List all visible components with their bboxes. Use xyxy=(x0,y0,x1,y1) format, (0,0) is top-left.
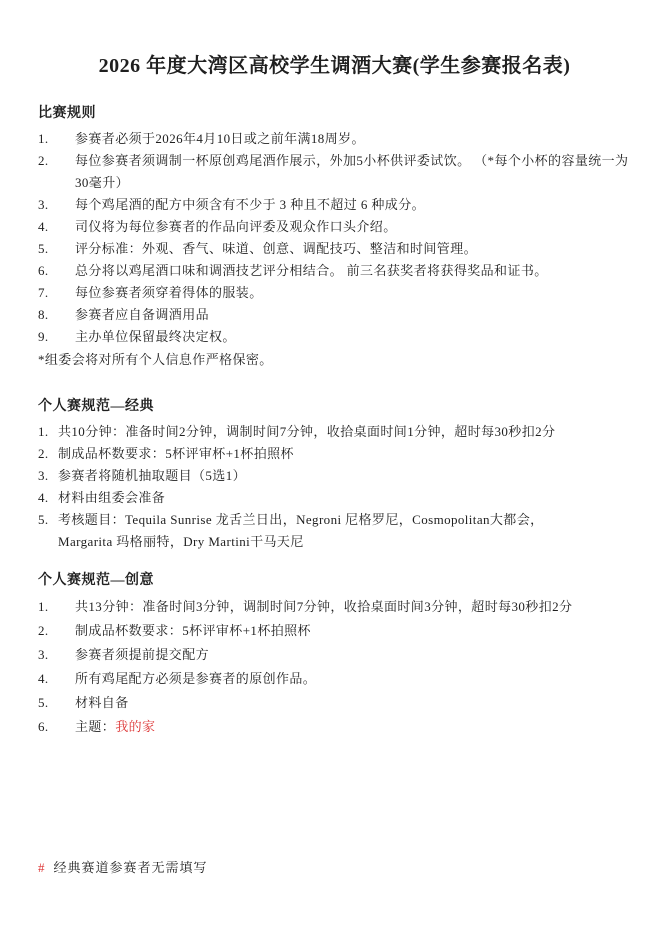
page-title: 2026 年度大湾区高校学生调酒大赛(学生参赛报名表) xyxy=(98,55,571,77)
list-item-text: 参赛者应自备调酒用品 xyxy=(75,307,210,322)
list-item-text: 制成品杯数要求：5杯评审杯+1杯拍照杯 xyxy=(58,446,294,461)
list-item xyxy=(38,216,631,238)
list-item xyxy=(38,260,631,282)
list-item-text: 考核题目：Tequila Sunrise 龙舌兰日出，Negroni 尼格罗尼，Cosmopolitan大都会，Margarita 玛格丽特，Dry Martini干马天尼 xyxy=(58,512,544,549)
theme-label: 主题： xyxy=(75,719,116,734)
rules-heading: 比赛规则 xyxy=(38,106,96,121)
list-item-number: 1. xyxy=(38,424,49,439)
list-item-text: 共10分钟：准备时间2分钟，调制时间7分钟，收拾桌面时间1分钟，超时每30秒扣2分 xyxy=(58,424,556,439)
list-item xyxy=(38,150,631,194)
list-item-number: 4. xyxy=(38,219,49,234)
list-item xyxy=(38,643,631,667)
list-item xyxy=(38,619,631,643)
list-item-text: 司仪将为每位参赛者的作品向评委及观众作口头介绍。 xyxy=(75,219,397,234)
list-item-text: 共13分钟：准备时间3分钟，调制时间7分钟，收拾桌面时间3分钟，超时每30秒扣2分 xyxy=(75,599,573,614)
section-creative xyxy=(38,571,631,739)
list-item-number: 9. xyxy=(38,329,49,344)
list-item xyxy=(38,194,631,216)
list-item-text xyxy=(75,715,631,739)
list-item-text: 材料自备 xyxy=(75,695,129,710)
list-item-text: 材料由组委会准备 xyxy=(58,490,166,505)
footnote-marker: # xyxy=(38,860,46,875)
list-item-number: 1. xyxy=(38,599,49,614)
list-item-number: 6. xyxy=(38,719,49,734)
list-item-text: 每位参赛者须调制一杯原创鸡尾酒作展示，外加5小杯供评委试饮。 （*每个小杯的容量统一为30毫升） xyxy=(75,153,629,190)
section-classic xyxy=(38,397,631,553)
list-item-number: 3. xyxy=(38,468,49,483)
list-item-text: 所有鸡尾配方必须是参赛者的原创作品。 xyxy=(75,671,317,686)
list-item-number: 4. xyxy=(38,671,49,686)
list-item xyxy=(38,282,631,304)
list-item-number: 5. xyxy=(38,695,49,710)
list-item-number: 5. xyxy=(38,241,49,256)
classic-heading: 个人赛规范—经典 xyxy=(38,399,154,414)
list-item-number: 8. xyxy=(38,307,49,322)
list-item xyxy=(38,238,631,260)
footnote-text: 经典赛道参赛者无需填写 xyxy=(53,860,208,875)
list-item xyxy=(38,691,631,715)
list-item-number: 3. xyxy=(38,197,49,212)
list-item xyxy=(38,667,631,691)
list-item-number: 2. xyxy=(38,623,49,638)
list-item xyxy=(38,421,631,443)
list-item-number: 3. xyxy=(38,647,49,662)
list-item xyxy=(38,443,631,465)
list-item xyxy=(38,304,631,326)
list-item xyxy=(38,465,631,487)
creative-heading: 个人赛规范—创意 xyxy=(38,573,154,588)
list-item-text: 参赛者须提前提交配方 xyxy=(75,647,210,662)
list-item-text: 每位参赛者须穿着得体的服装。 xyxy=(75,285,263,300)
list-item xyxy=(38,487,631,509)
theme-value: 我的家 xyxy=(115,719,156,734)
list-item xyxy=(38,595,631,619)
list-item-text: 每个鸡尾酒的配方中须含有不少于 3 种且不超过 6 种成分。 xyxy=(75,197,426,212)
privacy-note: *组委会将对所有个人信息作严格保密。 xyxy=(38,352,273,367)
list-item-number: 6. xyxy=(38,263,49,278)
list-item-number: 1. xyxy=(38,131,49,146)
list-item-number: 4. xyxy=(38,490,49,505)
list-item-text: 主办单位保留最终决定权。 xyxy=(75,329,236,344)
rules-list xyxy=(38,128,631,348)
list-item-number: 2. xyxy=(38,153,49,168)
footnote xyxy=(38,857,631,879)
list-item-text: 参赛者将随机抽取题目（5选1） xyxy=(58,468,247,483)
list-item-number: 2. xyxy=(38,446,49,461)
list-item-text: 参赛者必须于2026年4月10日或之前年满18周岁。 xyxy=(75,131,365,146)
list-item-text: 评分标准：外观、香气、味道、创意、调配技巧、整洁和时间管理。 xyxy=(75,241,478,256)
list-item-text: 总分将以鸡尾酒口味和调酒技艺评分相结合。 前三名获奖者将获得奖品和证书。 xyxy=(75,263,548,278)
creative-list xyxy=(38,595,631,739)
list-item-theme xyxy=(38,715,631,739)
classic-list xyxy=(38,421,631,553)
list-item-text: 制成品杯数要求：5杯评审杯+1杯拍照杯 xyxy=(75,623,311,638)
list-item xyxy=(38,509,631,553)
section-rules xyxy=(38,104,631,371)
list-item xyxy=(38,326,631,348)
list-item xyxy=(38,128,631,150)
list-item-number: 5. xyxy=(38,512,49,527)
list-item-number: 7. xyxy=(38,285,49,300)
